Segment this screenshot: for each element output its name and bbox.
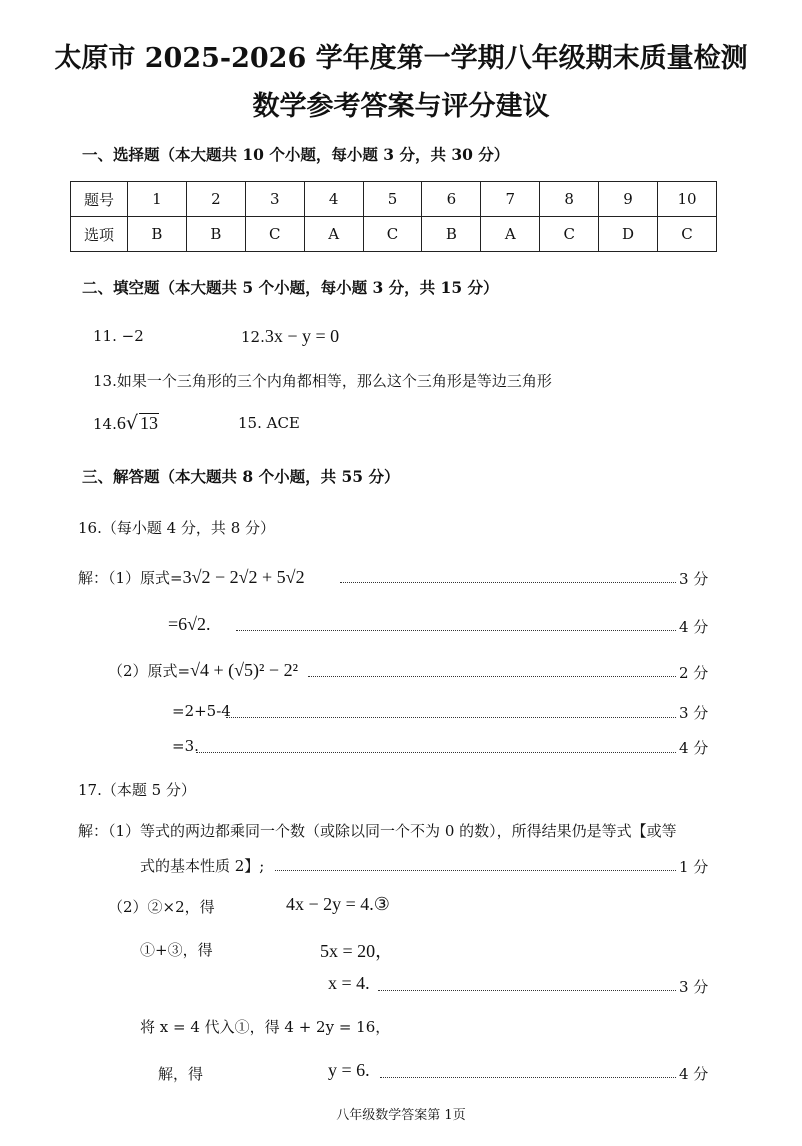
answer-row	[71, 217, 717, 252]
question-cell: 6	[422, 182, 481, 217]
dotted-leader	[196, 752, 676, 753]
answer-12-expr: 3x − y = 0	[264, 326, 340, 346]
question-cell: 4	[304, 182, 363, 217]
q16-p2-expr: √4 + (√5)² − 2²	[190, 660, 298, 680]
radical-sign: √	[125, 412, 138, 434]
q16-p2-line	[108, 660, 298, 681]
q16-p2-step3-score: 4 分	[679, 739, 709, 757]
q16-p1-step2-score: 4 分	[679, 618, 709, 636]
dotted-leader	[226, 717, 676, 718]
q17-p2-c-score: 3 分	[679, 978, 709, 996]
q17-header: 17.（本题 5 分）	[78, 781, 196, 799]
dotted-leader	[308, 676, 676, 677]
choice-answer-table	[70, 181, 717, 252]
q17-p2-c-expr: x = 4.	[328, 973, 370, 993]
q17-p2-a-label: （2）②×2，得	[108, 898, 215, 916]
answer-11-value: −2	[121, 327, 144, 345]
answer-cell: B	[422, 217, 481, 252]
q17-p2-b-expr: 5x = 20，	[320, 941, 394, 961]
answer-12-number: 12.	[241, 328, 265, 346]
dotted-leader	[378, 990, 676, 991]
q16-p2-step3: =3.	[172, 737, 199, 755]
q16-p1-expr: 3√2 − 2√2 + 5√2	[182, 567, 305, 587]
q17-p1-line2: 式的基本性质 2】;	[140, 857, 265, 875]
answer-cell: A	[304, 217, 363, 252]
q16-header: 16.（每小题 4 分，共 8 分）	[78, 519, 276, 537]
q16-p1-score: 3 分	[679, 570, 709, 588]
answer-14-coef: 6	[116, 413, 126, 433]
question-cell: 1	[128, 182, 187, 217]
answer-13: 13.如果一个三角形的三个内角都相等，那么这个三角形是等边三角形	[93, 372, 552, 390]
answer-cell: D	[599, 217, 658, 252]
question-cell: 8	[540, 182, 599, 217]
answer-14-radicand: 13	[139, 413, 158, 433]
question-cell: 9	[599, 182, 658, 217]
dotted-leader	[275, 870, 676, 871]
answer-15: 15. ACE	[238, 414, 300, 432]
q17-p2-d-line: 将 x = 4 代入①，得 4 + 2y = 16，	[140, 1018, 391, 1036]
question-number-row	[71, 182, 717, 217]
dotted-leader	[236, 630, 676, 631]
q17-p2-b-label: ①+③，得	[140, 941, 213, 959]
answer-cell: B	[128, 217, 187, 252]
row-label-answer: 选项	[71, 217, 128, 252]
q17-p2-e-expr: y = 6.	[328, 1060, 370, 1080]
q16-p2-step2: =2+5-4	[172, 702, 231, 720]
q16-p1-prefix: 解：（1）原式=	[78, 569, 183, 587]
dotted-leader	[340, 582, 676, 583]
answer-cell: C	[540, 217, 599, 252]
page-footer: 八年级数学答案第 1页	[336, 1108, 466, 1123]
answer-cell: A	[481, 217, 540, 252]
question-cell: 7	[481, 182, 540, 217]
q17-p2-e-label: 解，得	[158, 1065, 204, 1083]
answer-cell: C	[658, 217, 717, 252]
answer-cell: C	[245, 217, 304, 252]
q16-p2-step2-score: 3 分	[679, 704, 709, 722]
answer-12	[241, 326, 339, 347]
question-cell: 2	[186, 182, 245, 217]
section1-heading: 一、选择题（本大题共 10 个小题，每小题 3 分，共 30 分）	[82, 145, 510, 164]
answer-14	[93, 412, 159, 434]
answer-11	[93, 327, 144, 345]
q17-p2-a-expr: 4x − 2y = 4.③	[286, 894, 390, 914]
q16-p2-score: 2 分	[679, 664, 709, 682]
answer-14-number: 14.	[93, 415, 117, 433]
dotted-leader	[380, 1077, 676, 1078]
row-label-question: 题号	[71, 182, 128, 217]
document-title: 太原市 2025-2026 学年度第一学期八年级期末质量检测	[54, 43, 748, 74]
answer-11-number: 11.	[93, 327, 117, 345]
question-cell: 10	[658, 182, 717, 217]
section3-heading: 三、解答题（本大题共 8 个小题，共 55 分）	[82, 467, 400, 486]
question-cell: 3	[245, 182, 304, 217]
q16-p1-step2: =6√2.	[168, 614, 211, 634]
section2-heading: 二、填空题（本大题共 5 个小题，每小题 3 分，共 15 分）	[82, 278, 499, 297]
question-cell: 5	[363, 182, 422, 217]
q17-p2-e-score: 4 分	[679, 1065, 709, 1083]
q16-p1-line	[78, 567, 305, 588]
q16-p2-prefix: （2）原式=	[108, 662, 191, 680]
document-subtitle: 数学参考答案与评分建议	[252, 91, 550, 122]
answer-cell: B	[186, 217, 245, 252]
q17-p1-line1: 解：（1）等式的两边都乘同一个数（或除以同一个不为 0 的数），所得结果仍是等式【或等	[78, 822, 677, 840]
q17-p1-score: 1 分	[679, 858, 709, 876]
answer-cell: C	[363, 217, 422, 252]
